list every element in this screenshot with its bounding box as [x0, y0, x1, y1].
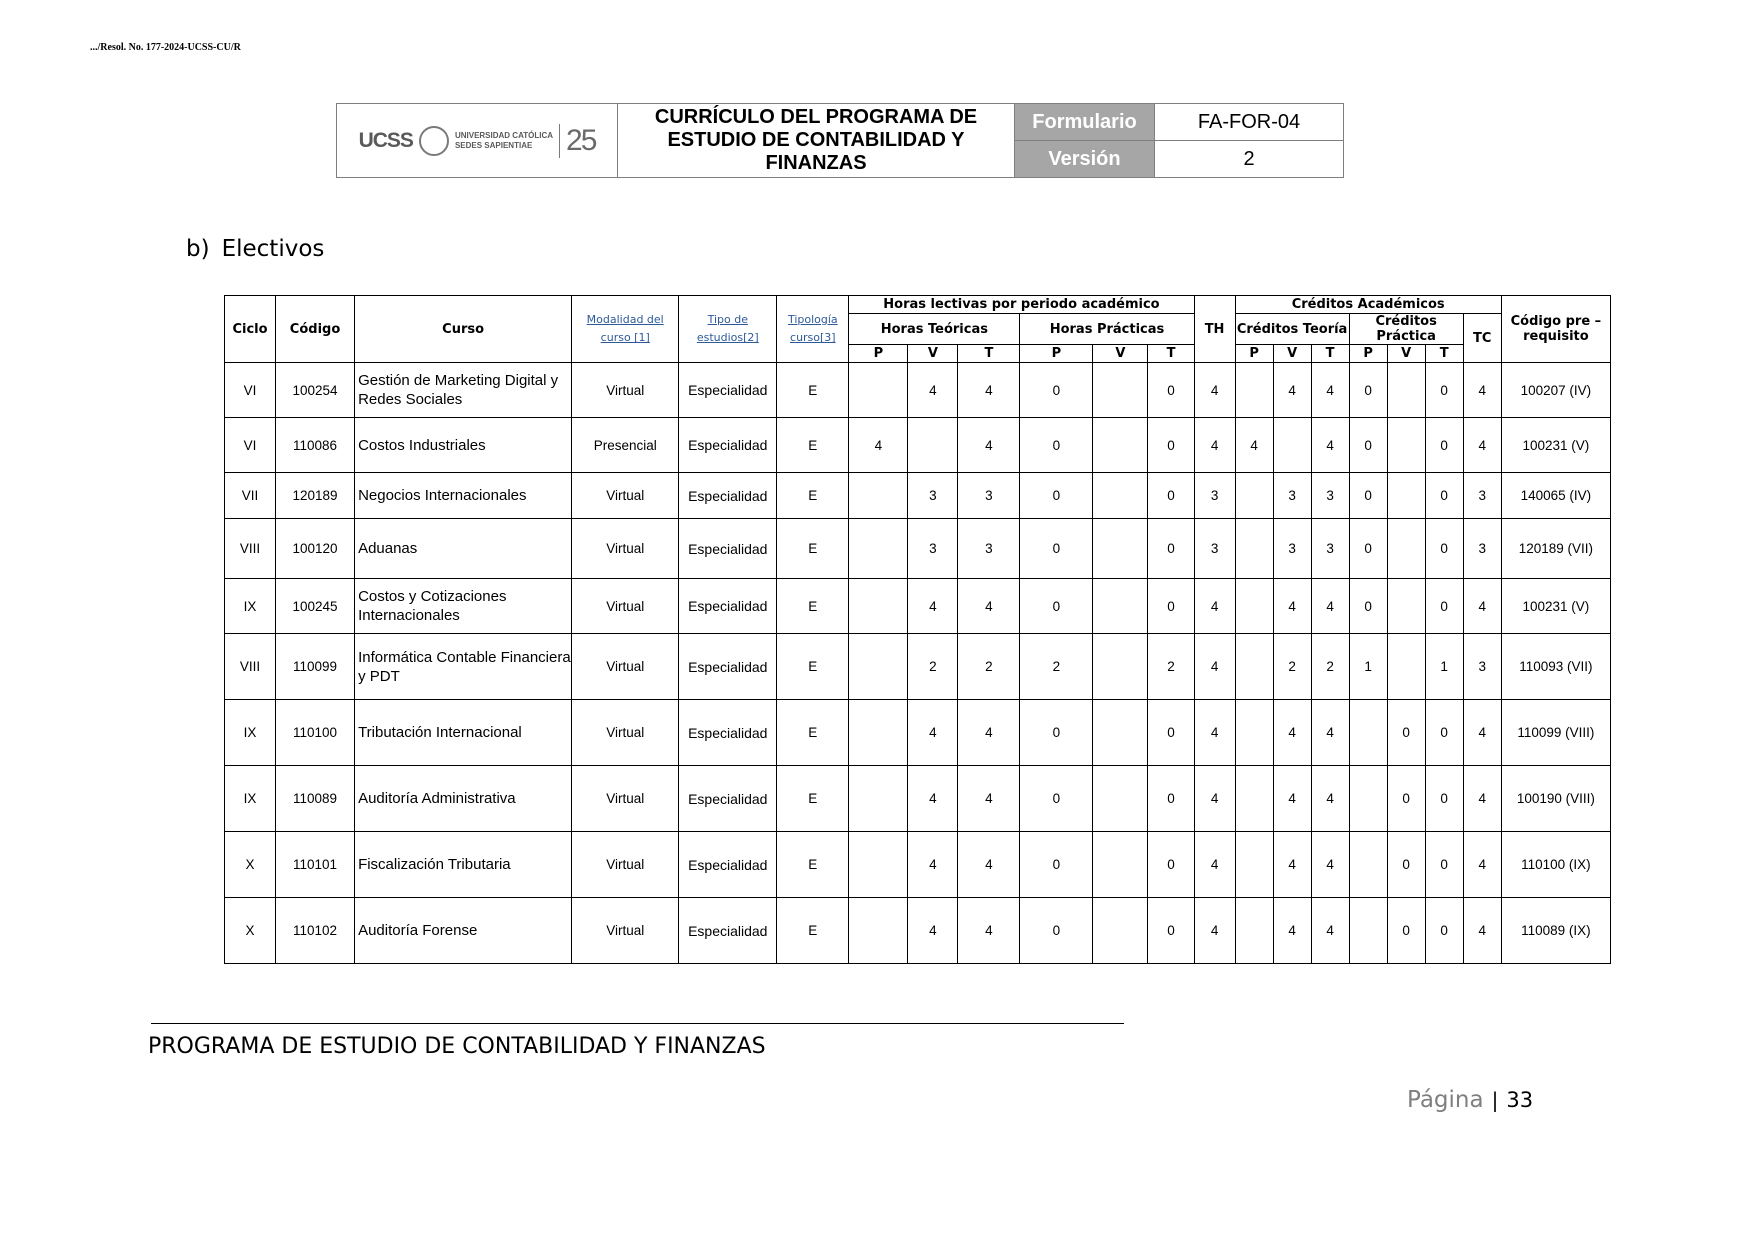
cell-modalidad: Virtual: [572, 898, 679, 964]
cell-tipo: Especialidad: [679, 418, 777, 473]
cell-tc: 3: [1463, 519, 1501, 579]
cell-ht-p: [849, 634, 908, 700]
cell-curso: Gestión de Marketing Digital y Redes Sociales: [355, 363, 572, 418]
table-row: [225, 898, 1611, 964]
cell-ht-p: [849, 363, 908, 418]
cell-modalidad: Presencial: [572, 418, 679, 473]
resolution-reference: .../Resol. No. 177-2024-UCSS-CU/R: [90, 42, 241, 53]
header-tc: TC: [1463, 314, 1501, 363]
cell-ht-t: 4: [958, 832, 1020, 898]
cell-hp-p: 0: [1020, 418, 1093, 473]
cell-cp-p: [1349, 832, 1387, 898]
cell-hp-t: 0: [1148, 832, 1194, 898]
table-row: [225, 634, 1611, 700]
cell-tipologia: E: [777, 363, 849, 418]
cell-cp-v: [1387, 634, 1425, 700]
cell-curso: Fiscalización Tributaria: [355, 832, 572, 898]
cell-ht-p: [849, 519, 908, 579]
header-ht-v: V: [908, 345, 958, 363]
cell-tipologia: E: [777, 898, 849, 964]
cell-tc: 4: [1463, 898, 1501, 964]
cell-ht-t: 3: [958, 519, 1020, 579]
cell-modalidad: Virtual: [572, 363, 679, 418]
anniversary-number: 25: [566, 123, 596, 157]
cell-ciclo: VIII: [225, 634, 276, 700]
cell-curso: Informática Contable Financiera y PDT: [355, 634, 572, 700]
cell-ct-p: [1235, 363, 1273, 418]
section-title: Electivos: [221, 236, 325, 262]
table-row: [225, 700, 1611, 766]
header-horas-lectivas: Horas lectivas por periodo académico: [849, 296, 1194, 314]
cell-ht-v: 4: [908, 700, 958, 766]
cell-curso: Costos Industriales: [355, 418, 572, 473]
cell-prereq: 110093 (VII): [1501, 634, 1610, 700]
cell-ciclo: IX: [225, 579, 276, 634]
cell-hp-v: [1093, 898, 1148, 964]
cell-cp-t: 0: [1425, 473, 1463, 519]
cell-hp-p: 0: [1020, 579, 1093, 634]
cell-cp-p: 0: [1349, 363, 1387, 418]
cell-tc: 4: [1463, 418, 1501, 473]
cell-tc: 4: [1463, 579, 1501, 634]
cell-th: 4: [1194, 700, 1235, 766]
form-header: [336, 103, 1344, 178]
page-number: 33: [1506, 1088, 1534, 1112]
header-ct-v: V: [1273, 345, 1311, 363]
cell-ct-p: [1235, 579, 1273, 634]
cell-curso: Negocios Internacionales: [355, 473, 572, 519]
table-row: [225, 766, 1611, 832]
cell-ct-p: 4: [1235, 418, 1273, 473]
cell-hp-v: [1093, 579, 1148, 634]
header-cp-p: P: [1349, 345, 1387, 363]
cell-tc: 4: [1463, 832, 1501, 898]
cell-tipologia: E: [777, 700, 849, 766]
header-creditos-practica: Créditos Práctica: [1349, 314, 1463, 345]
cell-ht-p: [849, 700, 908, 766]
cell-tipologia: E: [777, 634, 849, 700]
cell-cp-t: 0: [1425, 832, 1463, 898]
cell-cp-t: 0: [1425, 700, 1463, 766]
cell-ciclo: IX: [225, 700, 276, 766]
cell-ciclo: IX: [225, 766, 276, 832]
logo-acronym: UCSS: [358, 128, 413, 152]
cell-ciclo: VI: [225, 418, 276, 473]
cell-codigo: 100120: [276, 519, 355, 579]
cell-tipologia: E: [777, 579, 849, 634]
cell-prereq: 100190 (VIII): [1501, 766, 1610, 832]
cell-ht-t: 4: [958, 766, 1020, 832]
cell-codigo: 120189: [276, 473, 355, 519]
cell-hp-v: [1093, 634, 1148, 700]
cell-hp-p: 0: [1020, 898, 1093, 964]
cell-curso: Costos y Cotizaciones Internacionales: [355, 579, 572, 634]
seal-icon: [419, 126, 449, 156]
cell-codigo: 110099: [276, 634, 355, 700]
form-value: FA-FOR-04: [1155, 104, 1344, 141]
header-codigo: Código: [276, 296, 355, 363]
cell-hp-t: 0: [1148, 898, 1194, 964]
cell-ct-v: 4: [1273, 700, 1311, 766]
cell-tipo: Especialidad: [679, 898, 777, 964]
cell-curso: Tributación Internacional: [355, 700, 572, 766]
cell-ct-t: 4: [1311, 579, 1349, 634]
cell-codigo: 110086: [276, 418, 355, 473]
cell-hp-t: 0: [1148, 418, 1194, 473]
cell-tipo: Especialidad: [679, 579, 777, 634]
logo-line2: SEDES SAPIENTIAE: [454, 140, 533, 150]
form-label: Formulario: [1015, 104, 1155, 141]
cell-hp-t: 0: [1148, 519, 1194, 579]
cell-hp-t: 2: [1148, 634, 1194, 700]
header-ciclo: Ciclo: [225, 296, 276, 363]
cell-hp-t: 0: [1148, 579, 1194, 634]
header-tipologia-link[interactable]: Tipología curso[3]: [777, 296, 849, 363]
cell-ht-v: 3: [908, 473, 958, 519]
section-heading: [186, 236, 324, 262]
document-title: CURRÍCULO DEL PROGRAMA DE ESTUDIO DE CONTABILIDAD Y FINANZAS: [618, 104, 1015, 178]
header-curso: Curso: [355, 296, 572, 363]
footer-program-name: PROGRAMA DE ESTUDIO DE CONTABILIDAD Y FINANZAS: [148, 1034, 766, 1059]
cell-ct-v: 4: [1273, 363, 1311, 418]
cell-modalidad: Virtual: [572, 700, 679, 766]
cell-hp-v: [1093, 473, 1148, 519]
cell-cp-t: 0: [1425, 519, 1463, 579]
cell-ht-p: 4: [849, 418, 908, 473]
cell-th: 3: [1194, 519, 1235, 579]
cell-curso: Auditoría Administrativa: [355, 766, 572, 832]
header-hp-v: V: [1093, 345, 1148, 363]
cell-ht-v: 4: [908, 832, 958, 898]
cell-tipo: Especialidad: [679, 473, 777, 519]
header-hp-t: T: [1148, 345, 1194, 363]
logo-cell: [337, 104, 618, 178]
cell-ht-t: 4: [958, 898, 1020, 964]
cell-ciclo: X: [225, 898, 276, 964]
header-horas-practicas: Horas Prácticas: [1020, 314, 1194, 345]
cell-tipo: Especialidad: [679, 519, 777, 579]
cell-ciclo: X: [225, 832, 276, 898]
cell-cp-p: 0: [1349, 519, 1387, 579]
cell-tipologia: E: [777, 473, 849, 519]
cell-ct-t: 4: [1311, 700, 1349, 766]
header-ct-t: T: [1311, 345, 1349, 363]
footer-divider: [151, 1023, 1124, 1024]
cell-ht-p: [849, 832, 908, 898]
cell-tc: 4: [1463, 363, 1501, 418]
cell-ct-p: [1235, 700, 1273, 766]
cell-ct-p: [1235, 519, 1273, 579]
cell-ct-v: 4: [1273, 579, 1311, 634]
cell-hp-v: [1093, 832, 1148, 898]
cell-ht-t: 3: [958, 473, 1020, 519]
cell-modalidad: Virtual: [572, 766, 679, 832]
cell-hp-v: [1093, 363, 1148, 418]
cell-cp-t: 0: [1425, 766, 1463, 832]
cell-tipo: Especialidad: [679, 363, 777, 418]
cell-prereq: 100207 (IV): [1501, 363, 1610, 418]
cell-ct-p: [1235, 898, 1273, 964]
cell-th: 4: [1194, 363, 1235, 418]
cell-tipo: Especialidad: [679, 634, 777, 700]
cell-th: 4: [1194, 579, 1235, 634]
cell-hp-p: 0: [1020, 519, 1093, 579]
university-logo: [337, 104, 617, 177]
cell-cp-v: [1387, 363, 1425, 418]
cell-ht-p: [849, 579, 908, 634]
cell-ct-p: [1235, 473, 1273, 519]
cell-cp-t: 0: [1425, 418, 1463, 473]
cell-th: 4: [1194, 418, 1235, 473]
header-creditos-teoria: Créditos Teoría: [1235, 314, 1349, 345]
table-row: [225, 579, 1611, 634]
cell-ct-t: 4: [1311, 832, 1349, 898]
table-row: [225, 519, 1611, 579]
table-row: [225, 363, 1611, 418]
cell-cp-v: 0: [1387, 700, 1425, 766]
header-prerequisito: Código pre – requisito: [1501, 296, 1610, 363]
cell-modalidad: Virtual: [572, 579, 679, 634]
cell-ciclo: VII: [225, 473, 276, 519]
cell-hp-p: 0: [1020, 700, 1093, 766]
cell-ct-p: [1235, 832, 1273, 898]
header-modalidad-link[interactable]: Modalidad del curso [1]: [572, 296, 679, 363]
section-mark: b): [186, 236, 210, 262]
header-ht-t: T: [958, 345, 1020, 363]
header-creditos-academicos: Créditos Académicos: [1235, 296, 1501, 314]
cell-ht-v: 4: [908, 766, 958, 832]
cell-ct-t: 4: [1311, 418, 1349, 473]
cell-cp-v: [1387, 579, 1425, 634]
cell-ht-t: 4: [958, 418, 1020, 473]
version-value: 2: [1155, 141, 1344, 178]
cell-modalidad: Virtual: [572, 473, 679, 519]
cell-cp-v: 0: [1387, 832, 1425, 898]
cell-ct-t: 2: [1311, 634, 1349, 700]
cell-hp-p: 0: [1020, 363, 1093, 418]
cell-cp-t: 0: [1425, 363, 1463, 418]
cell-ht-t: 2: [958, 634, 1020, 700]
cell-hp-v: [1093, 418, 1148, 473]
header-ht-p: P: [849, 345, 908, 363]
cell-ct-t: 4: [1311, 898, 1349, 964]
cell-prereq: 110099 (VIII): [1501, 700, 1610, 766]
cell-cp-p: [1349, 700, 1387, 766]
cell-prereq: 100231 (V): [1501, 418, 1610, 473]
cell-ct-p: [1235, 766, 1273, 832]
cell-hp-t: 0: [1148, 700, 1194, 766]
cell-hp-p: 0: [1020, 832, 1093, 898]
cell-cp-p: 1: [1349, 634, 1387, 700]
header-cp-v: V: [1387, 345, 1425, 363]
cell-cp-v: [1387, 519, 1425, 579]
table-row: [225, 418, 1611, 473]
cell-tipologia: E: [777, 832, 849, 898]
cell-hp-t: 0: [1148, 363, 1194, 418]
header-hp-p: P: [1020, 345, 1093, 363]
cell-ct-v: 2: [1273, 634, 1311, 700]
cell-cp-v: [1387, 473, 1425, 519]
cell-prereq: 100231 (V): [1501, 579, 1610, 634]
cell-ciclo: VI: [225, 363, 276, 418]
cell-tc: 4: [1463, 766, 1501, 832]
cell-ht-v: [908, 418, 958, 473]
cell-hp-v: [1093, 766, 1148, 832]
cell-tipologia: E: [777, 418, 849, 473]
cell-ht-p: [849, 766, 908, 832]
cell-modalidad: Virtual: [572, 519, 679, 579]
header-tipo-link[interactable]: Tipo de estudios[2]: [679, 296, 777, 363]
cell-ht-v: 3: [908, 519, 958, 579]
header-th: TH: [1194, 296, 1235, 363]
cell-tipo: Especialidad: [679, 832, 777, 898]
cell-codigo: 110102: [276, 898, 355, 964]
cell-hp-t: 0: [1148, 473, 1194, 519]
cell-cp-p: 0: [1349, 473, 1387, 519]
cell-tc: 3: [1463, 473, 1501, 519]
cell-hp-p: 0: [1020, 473, 1093, 519]
cell-ct-t: 4: [1311, 766, 1349, 832]
cell-ct-p: [1235, 634, 1273, 700]
logo-divider: [559, 124, 560, 158]
cell-modalidad: Virtual: [572, 832, 679, 898]
page-separator: |: [1491, 1088, 1499, 1112]
table-row: [225, 832, 1611, 898]
cell-cp-v: [1387, 418, 1425, 473]
cell-ct-v: [1273, 418, 1311, 473]
cell-cp-p: [1349, 766, 1387, 832]
cell-ht-v: 4: [908, 898, 958, 964]
cell-th: 4: [1194, 832, 1235, 898]
cell-tc: 3: [1463, 634, 1501, 700]
cell-cp-p: 0: [1349, 579, 1387, 634]
cell-ht-t: 4: [958, 700, 1020, 766]
cell-curso: Aduanas: [355, 519, 572, 579]
cell-hp-t: 0: [1148, 766, 1194, 832]
cell-tc: 4: [1463, 700, 1501, 766]
table-row: [225, 473, 1611, 519]
page-indicator: [1407, 1087, 1533, 1113]
cell-hp-p: 0: [1020, 766, 1093, 832]
cell-tipologia: E: [777, 519, 849, 579]
logo-university-name: [455, 131, 553, 151]
cell-modalidad: Virtual: [572, 634, 679, 700]
cell-hp-v: [1093, 700, 1148, 766]
cell-ct-t: 4: [1311, 363, 1349, 418]
cell-ct-v: 4: [1273, 898, 1311, 964]
cell-tipo: Especialidad: [679, 766, 777, 832]
cell-ht-v: 4: [908, 363, 958, 418]
cell-codigo: 110101: [276, 832, 355, 898]
cell-th: 4: [1194, 634, 1235, 700]
cell-ct-v: 3: [1273, 519, 1311, 579]
cell-hp-v: [1093, 519, 1148, 579]
version-label: Versión: [1015, 141, 1155, 178]
cell-prereq: 110100 (IX): [1501, 832, 1610, 898]
cell-curso: Auditoría Forense: [355, 898, 572, 964]
cell-codigo: 110100: [276, 700, 355, 766]
page-label: Página: [1407, 1087, 1484, 1113]
cell-ciclo: VIII: [225, 519, 276, 579]
cell-cp-t: 1: [1425, 634, 1463, 700]
cell-codigo: 100254: [276, 363, 355, 418]
cell-prereq: 110089 (IX): [1501, 898, 1610, 964]
cell-prereq: 120189 (VII): [1501, 519, 1610, 579]
electives-table: [224, 295, 1611, 964]
header-horas-teoricas: Horas Teóricas: [849, 314, 1020, 345]
cell-hp-p: 2: [1020, 634, 1093, 700]
cell-ht-t: 4: [958, 579, 1020, 634]
cell-th: 4: [1194, 766, 1235, 832]
cell-ct-v: 4: [1273, 766, 1311, 832]
cell-th: 4: [1194, 898, 1235, 964]
cell-cp-v: 0: [1387, 898, 1425, 964]
header-ct-p: P: [1235, 345, 1273, 363]
cell-ct-v: 3: [1273, 473, 1311, 519]
cell-ht-v: 2: [908, 634, 958, 700]
cell-prereq: 140065 (IV): [1501, 473, 1610, 519]
cell-cp-p: [1349, 898, 1387, 964]
cell-tipologia: E: [777, 766, 849, 832]
header-cp-t: T: [1425, 345, 1463, 363]
cell-ht-p: [849, 473, 908, 519]
cell-ht-t: 4: [958, 363, 1020, 418]
cell-tipo: Especialidad: [679, 700, 777, 766]
cell-ct-v: 4: [1273, 832, 1311, 898]
cell-cp-v: 0: [1387, 766, 1425, 832]
cell-th: 3: [1194, 473, 1235, 519]
cell-codigo: 100245: [276, 579, 355, 634]
cell-ct-t: 3: [1311, 519, 1349, 579]
cell-ht-p: [849, 898, 908, 964]
cell-ct-t: 3: [1311, 473, 1349, 519]
cell-cp-t: 0: [1425, 579, 1463, 634]
logo-line1: UNIVERSIDAD CATÓLICA: [454, 130, 554, 140]
cell-ht-v: 4: [908, 579, 958, 634]
cell-codigo: 110089: [276, 766, 355, 832]
cell-cp-p: 0: [1349, 418, 1387, 473]
cell-cp-t: 0: [1425, 898, 1463, 964]
